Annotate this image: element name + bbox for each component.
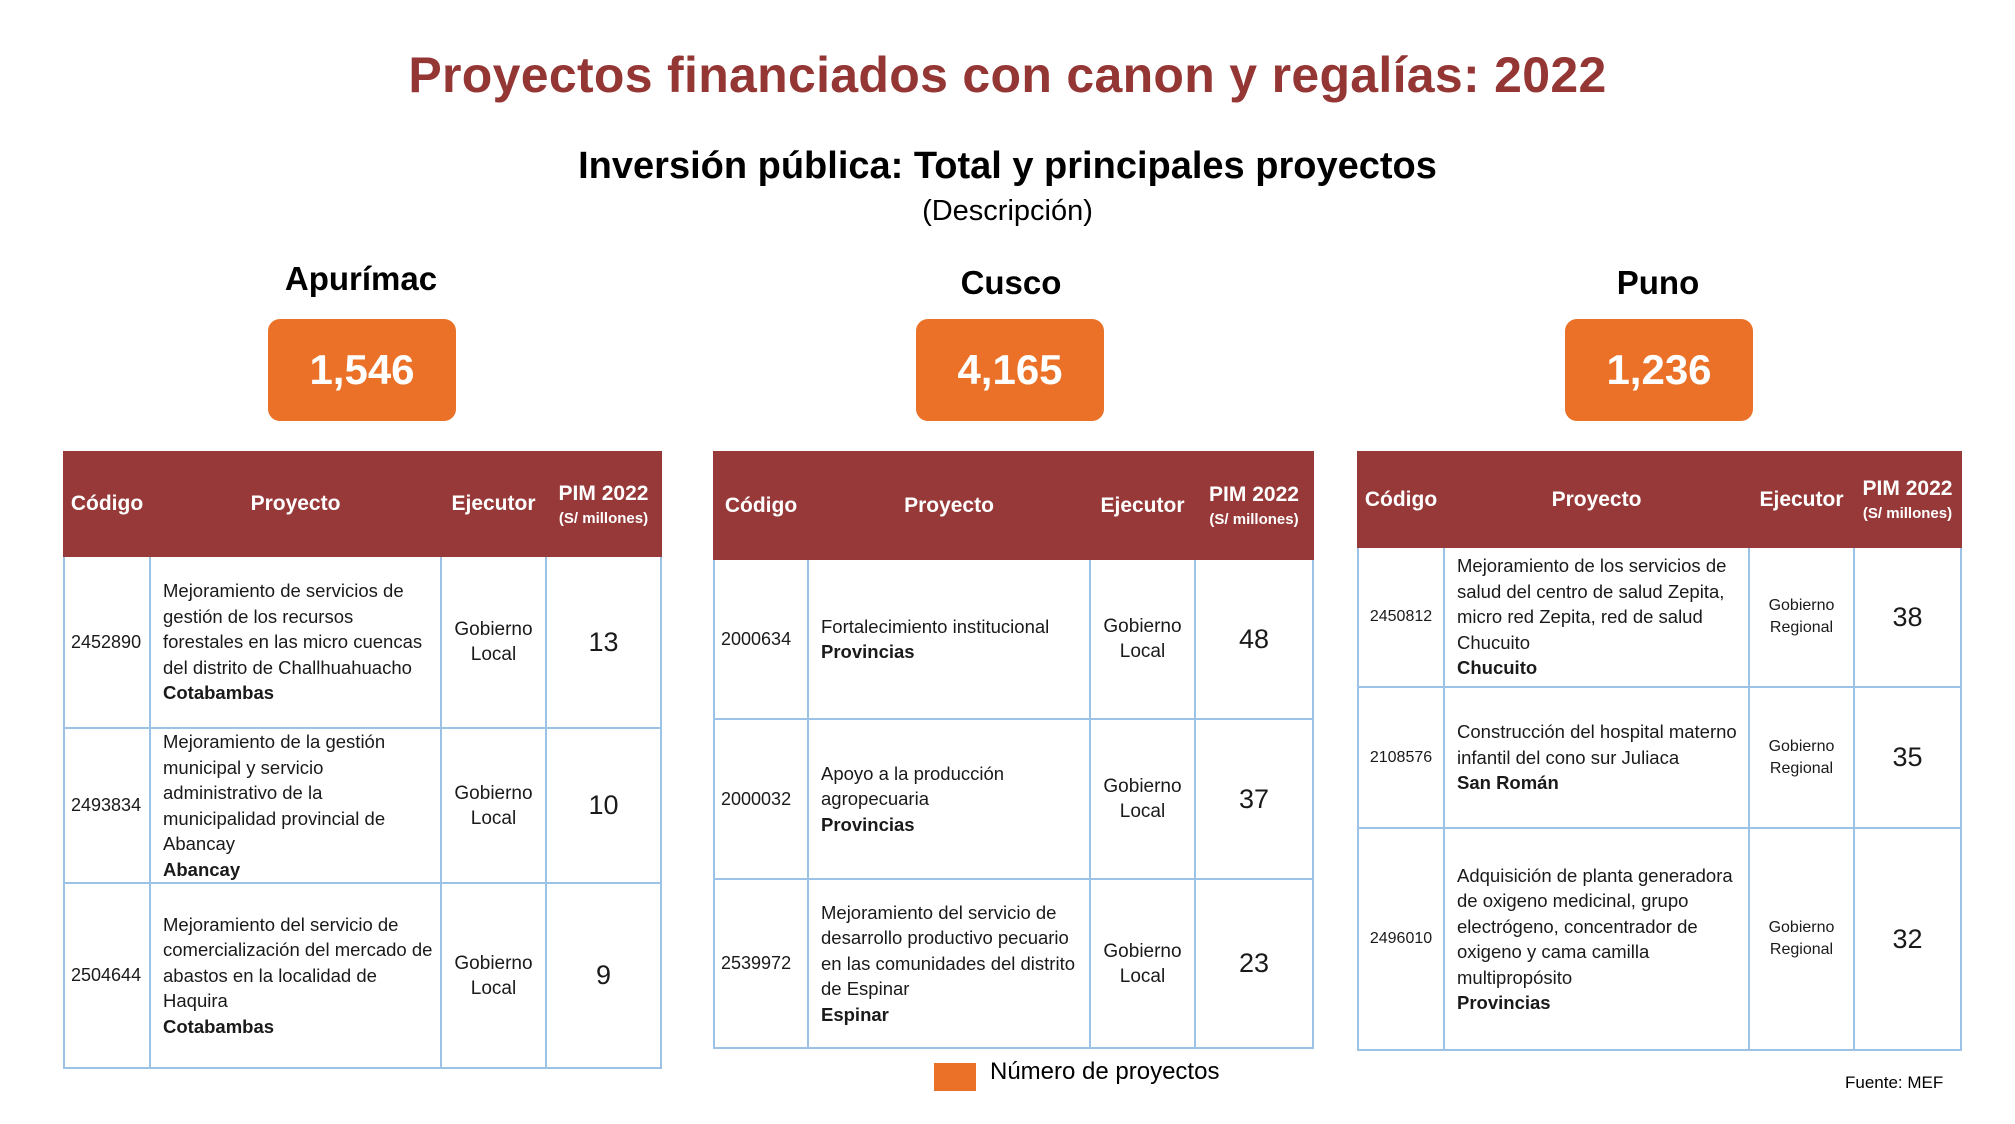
project-text: Mejoramiento de servicios de gestión de los recursos forestales en las micro cuencas del distrito de Challhuahuacho bbox=[163, 580, 423, 678]
header-proyecto: Proyecto bbox=[150, 452, 441, 556]
project-description bbox=[808, 559, 1090, 719]
project-pim: 23 bbox=[1195, 879, 1313, 1048]
project-code: 2000032 bbox=[714, 719, 808, 879]
project-text: Adquisición de planta generadora de oxigeno medicinal, grupo electrógeno, concentrador de oxigeno y cama camilla multipropósito bbox=[1457, 864, 1733, 988]
region-name-cusco: Cusco bbox=[960, 264, 1062, 301]
table-row bbox=[1358, 547, 1961, 687]
project-location: Abancay bbox=[163, 858, 241, 880]
header-pim-unit: (S/ millones) bbox=[1209, 511, 1299, 528]
project-executor: Gobierno Regional bbox=[1749, 687, 1854, 828]
table-header-row bbox=[64, 452, 661, 556]
project-code: 2450812 bbox=[1358, 547, 1444, 687]
project-count-cusco: 4,165 bbox=[916, 319, 1104, 421]
header-pim-label: PIM 2022 bbox=[1862, 477, 1953, 500]
header-pim-unit: (S/ millones) bbox=[558, 509, 649, 527]
header-proyecto: Proyecto bbox=[808, 452, 1090, 559]
project-location: Provincias bbox=[821, 813, 915, 835]
project-text: Mejoramiento de la gestión municipal y servicio administrativo de la municipalidad provincial de Abancay bbox=[163, 731, 386, 854]
project-description bbox=[150, 883, 441, 1068]
project-pim: 10 bbox=[546, 728, 661, 883]
page-subtitle: Inversión pública: Total y principales proyectos bbox=[578, 145, 1437, 187]
project-description bbox=[808, 719, 1090, 879]
header-ejecutor: Ejecutor bbox=[1090, 452, 1195, 559]
header-codigo: Código bbox=[64, 452, 150, 556]
project-text: Mejoramiento del servicio de desarrollo productivo pecuario en las comunidades del distrito de Espinar bbox=[821, 901, 1076, 1000]
project-pim: 13 bbox=[546, 556, 661, 728]
project-location: Provincias bbox=[1457, 992, 1551, 1013]
legend-label: Número de proyectos bbox=[990, 1058, 1220, 1085]
project-executor: Gobierno Local bbox=[441, 883, 546, 1068]
project-executor: Gobierno Local bbox=[441, 556, 546, 728]
table-header-row bbox=[1358, 452, 1961, 547]
project-description bbox=[150, 728, 441, 883]
project-pim: 38 bbox=[1854, 547, 1961, 687]
header-pim bbox=[1195, 452, 1313, 559]
project-location: San Román bbox=[1457, 772, 1559, 794]
projects-table-puno bbox=[1357, 451, 1962, 1051]
project-pim: 37 bbox=[1195, 719, 1313, 879]
project-code: 2108576 bbox=[1358, 687, 1444, 828]
project-location: Cotabambas bbox=[163, 682, 275, 704]
project-text: Fortalecimiento institucional bbox=[821, 615, 1050, 637]
project-code: 2000634 bbox=[714, 559, 808, 719]
project-location: Cotabambas bbox=[163, 1015, 275, 1037]
header-codigo: Código bbox=[1358, 452, 1444, 547]
project-code: 2493834 bbox=[64, 728, 150, 883]
table-row bbox=[1358, 687, 1961, 828]
project-pim: 9 bbox=[546, 883, 661, 1068]
table-row bbox=[714, 879, 1313, 1048]
project-count-apurimac: 1,546 bbox=[268, 319, 456, 421]
table-row bbox=[64, 883, 661, 1068]
region-name-puno: Puno bbox=[1616, 264, 1700, 301]
project-pim: 48 bbox=[1195, 559, 1313, 719]
header-pim-unit: (S/ millones) bbox=[1862, 505, 1953, 522]
project-executor: Gobierno Local bbox=[1090, 719, 1195, 879]
project-text: Apoyo a la producción agropecuaria bbox=[821, 762, 1005, 810]
table-row bbox=[64, 556, 661, 728]
header-pim-label: PIM 2022 bbox=[1209, 483, 1299, 506]
project-text: Construcción del hospital materno infantil del cono sur Juliaca bbox=[1457, 721, 1737, 768]
projects-table-apurimac bbox=[63, 451, 662, 1069]
source-note: Fuente: MEF bbox=[1845, 1073, 1944, 1092]
project-text: Mejoramiento de los servicios de salud del centro de salud Zepita, micro red Zepita, red de salud Chucuito bbox=[1457, 555, 1727, 653]
header-pim-label: PIM 2022 bbox=[558, 481, 649, 505]
header-pim bbox=[546, 452, 661, 556]
header-proyecto: Proyecto bbox=[1444, 452, 1749, 547]
legend-swatch bbox=[934, 1063, 976, 1091]
header-ejecutor: Ejecutor bbox=[1749, 452, 1854, 547]
project-code: 2504644 bbox=[64, 883, 150, 1068]
project-description bbox=[1444, 687, 1749, 828]
table-row bbox=[64, 728, 661, 883]
table-row bbox=[1358, 828, 1961, 1050]
project-executor: Gobierno Regional bbox=[1749, 547, 1854, 687]
project-executor: Gobierno Regional bbox=[1749, 828, 1854, 1050]
project-description bbox=[808, 879, 1090, 1048]
header-codigo: Código bbox=[714, 452, 808, 559]
project-description bbox=[1444, 828, 1749, 1050]
project-text: Mejoramiento del servicio de comercialización del mercado de abastos en la localidad de Haquira bbox=[163, 913, 433, 1012]
table-row bbox=[714, 719, 1313, 879]
project-pim: 32 bbox=[1854, 828, 1961, 1050]
region-name-apurimac: Apurímac bbox=[284, 260, 438, 297]
project-pim: 35 bbox=[1854, 687, 1961, 828]
project-location: Espinar bbox=[821, 1003, 889, 1025]
project-location: Chucuito bbox=[1457, 657, 1538, 679]
project-description bbox=[1444, 547, 1749, 687]
projects-table-cusco bbox=[713, 451, 1314, 1049]
table-row bbox=[714, 559, 1313, 719]
project-code: 2452890 bbox=[64, 556, 150, 728]
project-location: Provincias bbox=[821, 641, 915, 662]
project-executor: Gobierno Local bbox=[1090, 559, 1195, 719]
table-header-row bbox=[714, 452, 1313, 559]
project-code: 2496010 bbox=[1358, 828, 1444, 1050]
page-title: Proyectos financiados con canon y regalías: 2022 bbox=[408, 47, 1607, 103]
project-executor: Gobierno Local bbox=[441, 728, 546, 883]
page-subnote: (Descripción) bbox=[922, 195, 1093, 227]
project-code: 2539972 bbox=[714, 879, 808, 1048]
header-pim bbox=[1854, 452, 1961, 547]
header-ejecutor: Ejecutor bbox=[441, 452, 546, 556]
project-description bbox=[150, 556, 441, 728]
project-executor: Gobierno Local bbox=[1090, 879, 1195, 1048]
project-count-puno: 1,236 bbox=[1565, 319, 1753, 421]
